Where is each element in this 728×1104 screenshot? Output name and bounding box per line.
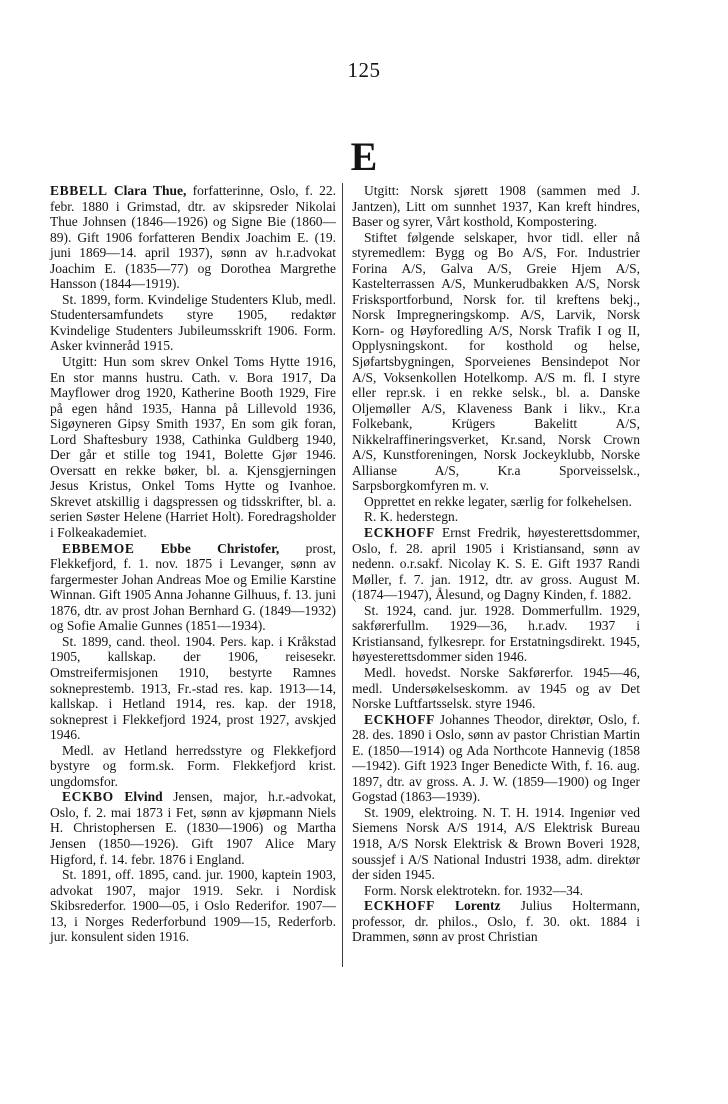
entry-given-name: Clara Thue, — [107, 183, 187, 198]
entry-given-name: Lorentz — [434, 898, 501, 914]
paragraph — [50, 634, 336, 743]
entry-text: R. K. hederstegn. — [364, 509, 459, 525]
entry-surname: ECKHOFF — [364, 525, 435, 541]
entry-text: Julius Holtermann, professor, dr. philos., Oslo, f. 30. okt. 1884 i Drammen, sønn av prost Christian — [352, 898, 640, 945]
entry-text: Johannes Theodor, direktør, Oslo, f. 28. des. 1890 i Oslo, sønn av pastor Christian Martin E. (1850—1914) og Ada Northcote Hannevig (1858—1942). Gift 1923 Inger Benedicte With, f. 16. aug. 1897, dtr. av gross. A. J. W. (1859—1900) og Inger Gogstad (1863—1939). — [352, 711, 640, 805]
paragraph — [352, 183, 640, 230]
entry-text: prost, Flekkefjord, f. 1. nov. 1875 i Levanger, sønn av fargermester Johan Andreas Moe og Emilie Karstine Winnan. Gift 1905 Anna Johanne Gilhuus, f. 13. juni 1876, dtr. av prost Johan Bernhard G. (1849—1932) og Sofie Amalie Gunnes (1851—1934). — [50, 540, 336, 634]
paragraph — [352, 525, 640, 603]
entry-text: Ernst Fredrik, høyesterettsdommer, Oslo, f. 28. april 1905 i Kristiansand, sønn av nedenn. o.r.sakf. Nicolay K. S. E. Gift 1937 Randi Møller, f. 7. jan. 1912, dtr. av gross. August M. (1874—1947), Ålesund, og Dagny Kinden, f. 1882. — [352, 525, 640, 603]
paragraph — [50, 541, 336, 634]
entry-text: Utgitt: Norsk sjørett 1908 (sammen med J. Jantzen), Litt om sunnhet 1937, Kan kreft hindres, Baser og syrer, Vårt kosthold, Kompostering. — [352, 183, 640, 230]
paragraph — [352, 603, 640, 665]
entry-text: Opprettet en rekke legater, særlig for folkehelsen. — [364, 493, 632, 509]
paragraph — [50, 292, 336, 354]
entry-text: St. 1899, cand. theol. 1904. Pers. kap. i Kråkstad 1905, kallskap. der 1906, reisesekr. Omstreifermisjonen 1910, bestyrte Ramnes sokneprestemb. 1913, Fr.-stad res. kap. 1913—14, kallskap. i Hetland 1914, res. kap. der 1918, sokneprest i Flekkefjord 1924, prost 1927, avskjed 1946. — [50, 633, 336, 743]
column-divider — [342, 183, 343, 967]
entry-text: Medl. hovedst. Norske Sakførerfor. 1945—46, medl. Undersøkelseskomm. av 1945 og av Det Norske Luftfartsselsk. styre 1946. — [352, 664, 640, 712]
entry-text: Form. Norsk elektrotekn. for. 1932—34. — [364, 882, 583, 898]
entry-text: St. 1899, form. Kvindelige Studenters Klub, medl. Studentersamfundets styre 1905, redaktør Kvindelige Studenters Jubileumsskrift 1906. Form. Asker kvinneråd 1915. — [50, 291, 336, 354]
paragraph — [352, 665, 640, 712]
entry-text: forfatterinne, Oslo, f. 22. febr. 1880 i Grimstad, dtr. av skipsreder Nikolai Thue Johnsen (1846—1926) og Signe Bie (1860—89). Gift 1906 forfatteren Bendix Joachim E. (19. juni 1869—14. april 1937), sønn av h.r.advokat Joachim E. (1835—77) og Dorothea Margrethe Hansson (1844—1919). — [50, 183, 337, 292]
entry-given-name: Elvind — [113, 789, 163, 805]
entry-surname: ECKBO — [62, 789, 114, 805]
paragraph — [50, 743, 336, 790]
entry-text: St. 1909, elektroing. N. T. H. 1914. Ingeniør ved Siemens Norsk A/S 1914, A/S Elektrisk Bureau 1918, A/S Norsk Elektrisk & Brown Boveri 1928, soussjef i A/S National Industri 1938, adm. direktør der siden 1945. — [352, 804, 640, 883]
paragraph — [50, 789, 336, 867]
page-number: 125 — [347, 58, 381, 82]
right-column — [352, 183, 640, 945]
paragraph — [352, 883, 640, 899]
entry-text: Medl. av Hetland herredsstyre og Flekkefjord bystyre og form.sk. Form. Flekkefjord krist. ungdomsfor. — [50, 742, 336, 789]
entry-surname: EBBEMOE — [62, 540, 135, 556]
entry-text: Utgitt: Hun som skrev Onkel Toms Hytte 1916, En stor manns hustru. Cath. v. Bora 1917, Da Mayflower drog 1920, Katherine Booth 1929, Fire på egen hånd 1935, Hanna på Lillevold 1936, Sigøyneren Gipsy Smith 1937, En som gik foran, Lord Shaftesbury 1938, Cathinka Guldberg 1940, Der går et stille tog 1941, Bolette Gjør 1946. Oversatt en rekke bøker, bl. a. Kjensgjerningen Jesus Kristus, Onkel Toms Hytte og Ivanhoe. Skrevet atskillig i dagspressen og tidsskrifter, bl. a. serien Søster Helene (Harriet Holt). Foredragsholder i Folkeakademiet. — [50, 354, 336, 541]
paragraph — [352, 712, 640, 805]
entry-surname: EBBELL — [50, 183, 108, 198]
paragraph — [352, 494, 640, 510]
entry-text: Stiftet følgende selskaper, hvor tidl. eller nå styremedlem: Bygg og Bo A/S, For. Industrier Forina A/S, Galva A/S, Greie Hjem A/S, Kastelterrassen A/S, Munkerudbakken A/S, Norsk Frisksportforbund, Norsk for. til kreftens bekj., Norsk Impregneringskomp. A/S, Larvik, Norsk Korn- og Høyforedling A/S, Norsk Trafik I og II, Opplysningskont. for kosthold og helse, Sjøfartsbygningen, Sporveienes Bensindepot Nor A/S, Voksenkollen Hotelkomp. A/S m. fl. I styre eller repr.sk. i en rekke selsk., bl. a. Danske Oljemøller A/S, Klaveness Bank i likv., Kr.a Folkebank, Krügers Bakelitt A/S, Nikkelraffineringsverket, Kr.sand, Norsk Crown A/S, Kunstforeningen, Norsk Jockeyklubb, Norske Allianse A/S, Kr.a Sporveisselsk., Sarpsborgkomfyren m. v. — [352, 229, 640, 494]
paragraph — [50, 867, 336, 945]
entry-given-name: Ebbe Christofer, — [134, 540, 280, 556]
paragraph — [352, 230, 640, 494]
paragraph — [352, 509, 640, 525]
paragraph — [50, 354, 336, 541]
entry-surname: ECKHOFF — [364, 898, 435, 914]
entry-text: Jensen, major, h.r.-advokat, Oslo, f. 2. mai 1873 i Fet, sønn av kjøpmann Niels H. Christophersen E. (1830—1906) og Martha Jensen (1850—1926). Gift 1907 Alice Mary Higford, f. 14. febr. 1876 i England. — [50, 789, 336, 867]
paragraph — [352, 898, 640, 945]
entry-text: St. 1891, off. 1895, cand. jur. 1900, kaptein 1903, advokat 1907, major 1919. Sekr. i Nordisk Skibsrederfor. 1900—05, i Oslo Rederifor. 1907—13, i Norges Rederforbund 1909—15, Rederforb. jur. konsulent siden 1916. — [50, 867, 336, 945]
paragraph — [352, 805, 640, 883]
entry-text: St. 1924, cand. jur. 1928. Dommerfullm. 1929, sakførerfullm. 1929—36, h.r.adv. 1937 i Kristiansand, fylkesrepr. for Erstatningsdirekt. 1945, høyesterettsdommer siden 1946. — [352, 602, 640, 665]
paragraph — [50, 183, 336, 292]
section-letter: E — [350, 134, 378, 179]
left-column — [50, 183, 336, 945]
entry-surname: ECKHOFF — [364, 711, 435, 727]
